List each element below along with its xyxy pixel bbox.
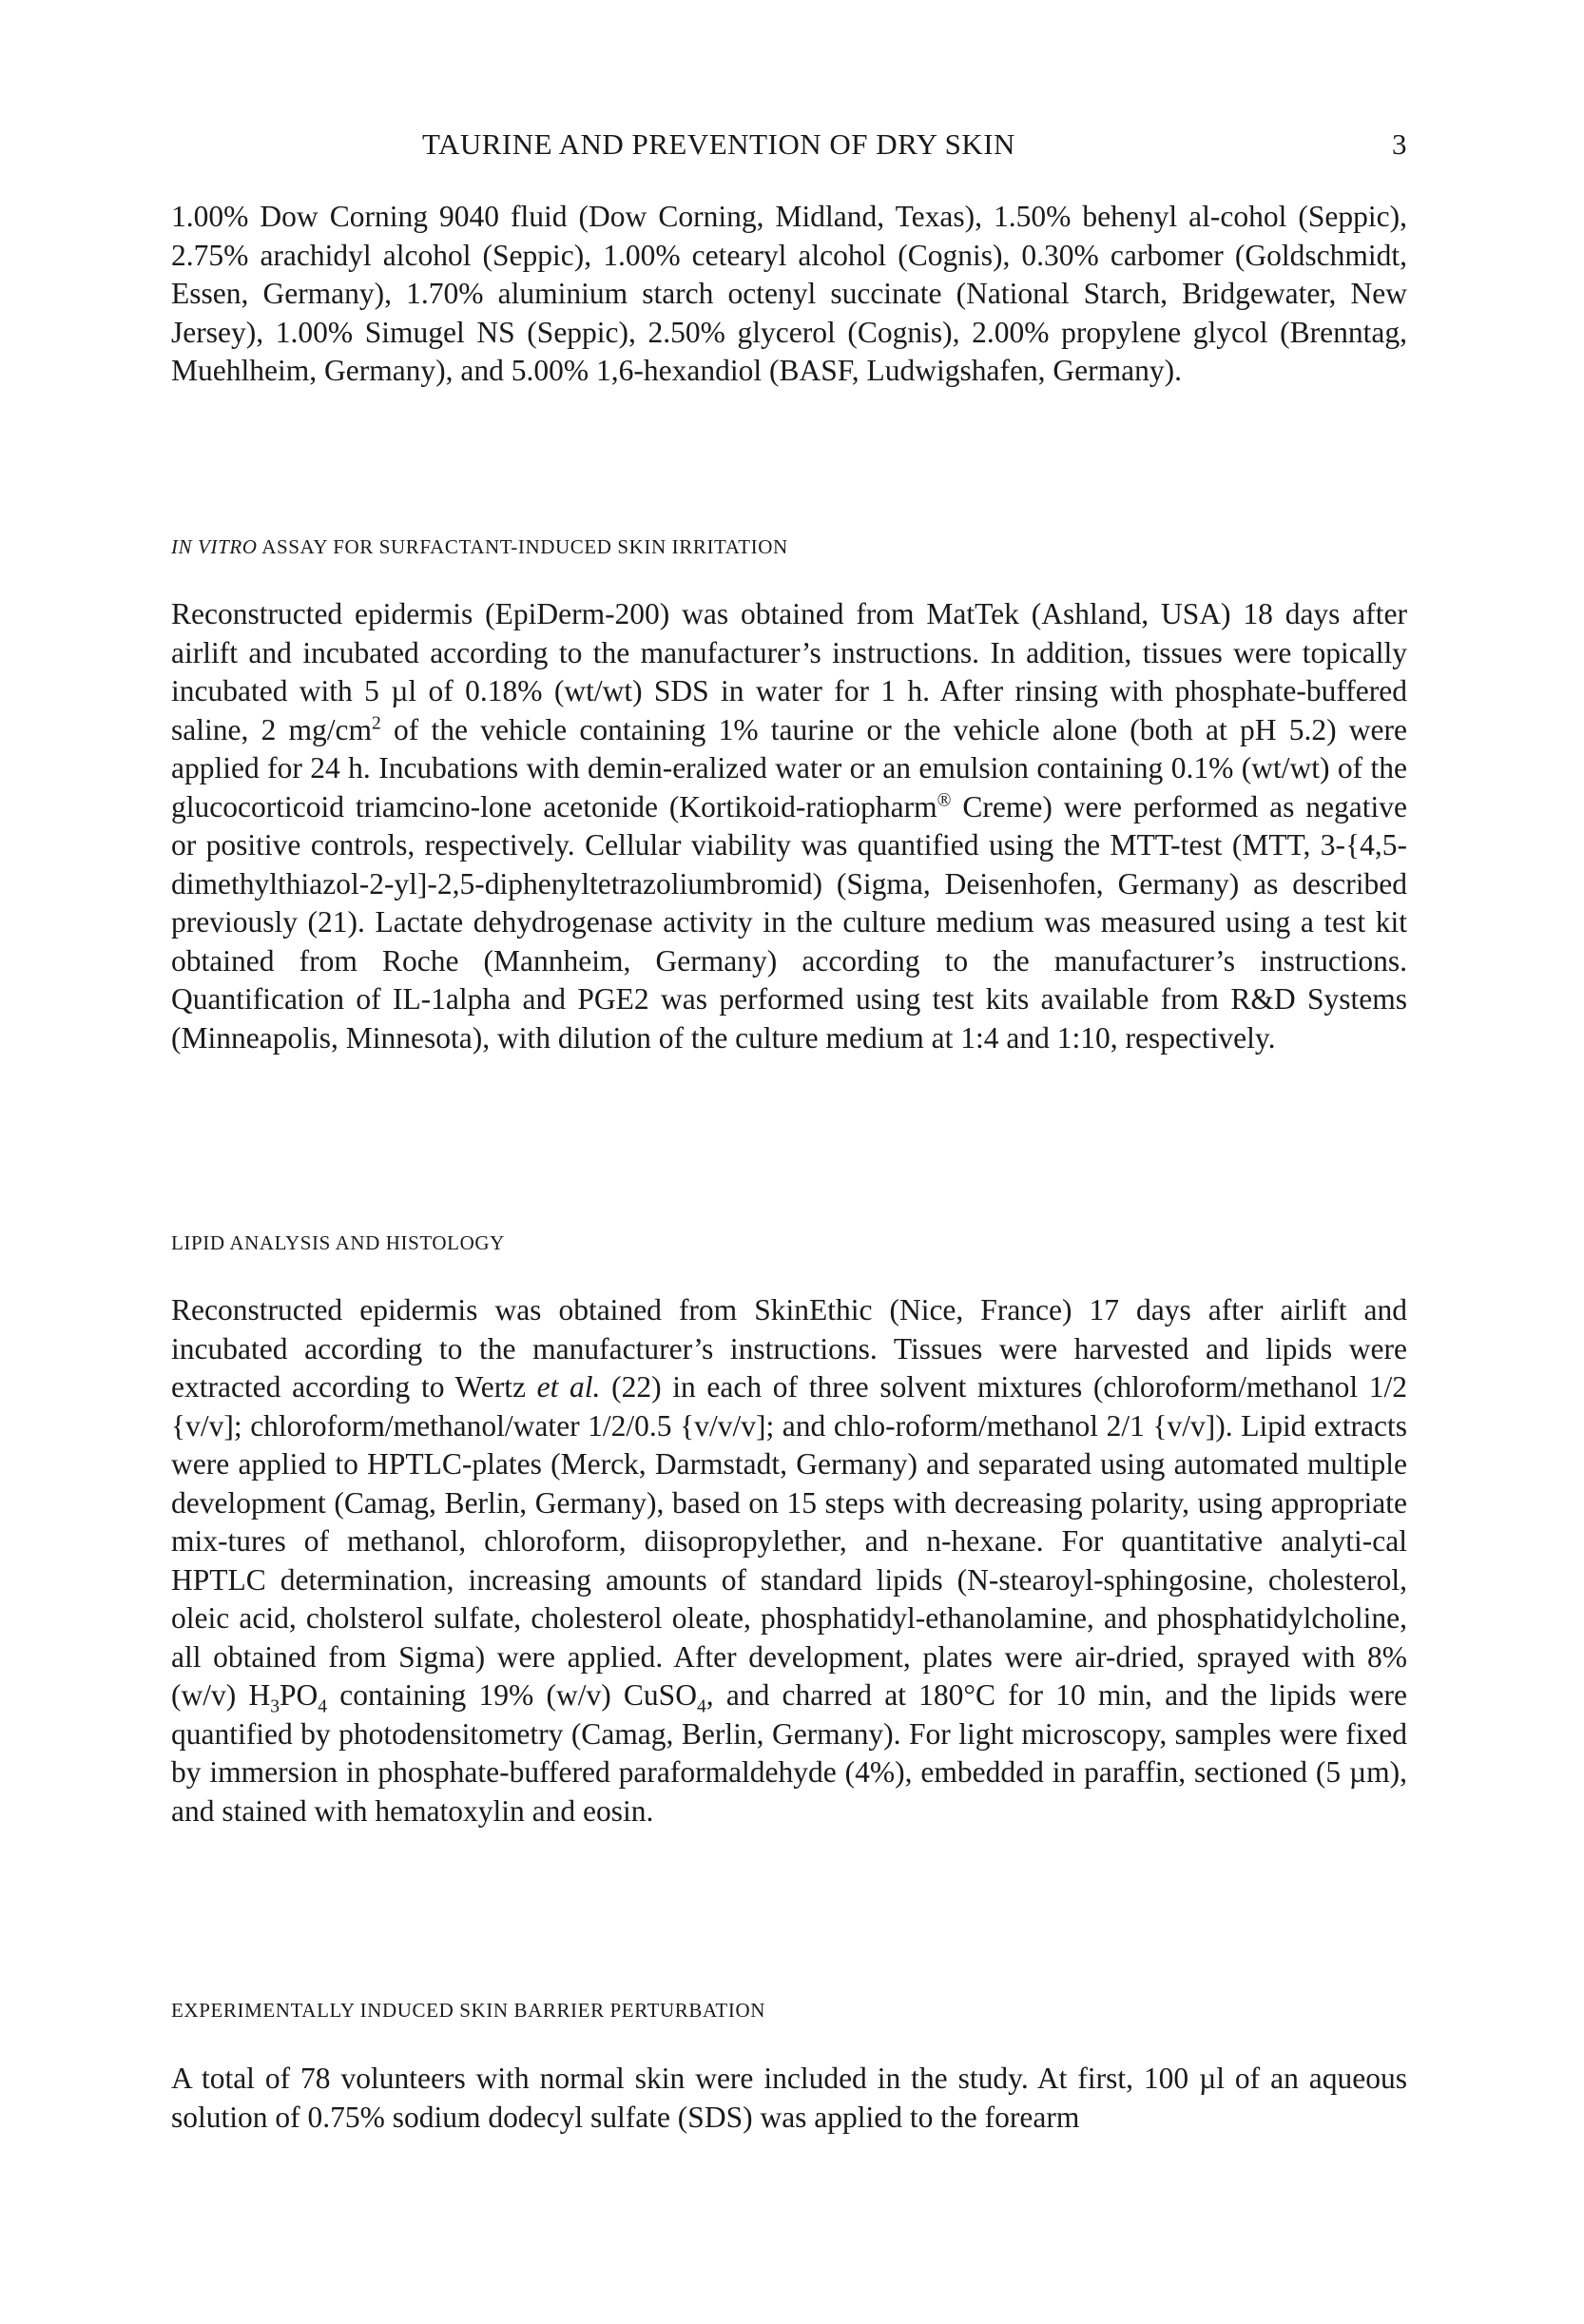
- page-number: 3: [1392, 127, 1407, 161]
- section-heading-lipid-analysis: LIPID ANALYSIS AND HISTOLOGY: [171, 1231, 505, 1254]
- text-run: Reconstructed epidermis (EpiDerm-200) was obtained from MatTek (Ashland, USA) 18 days after airlift and incubated according to the manufacturer’s instructions. In addition, tissues were topically incubated with 5 µl of 0.18% (wt/wt) SDS in water for 1 h. After rinsing with phosphate-buffered saline, 2 mg/cm: [171, 597, 1407, 746]
- text-run: PO: [279, 1678, 319, 1712]
- formulation-paragraph: 1.00% Dow Corning 9040 fluid (Dow Corning, Midland, Texas), 1.50% behenyl al-cohol (Seppic), 2.75% arachidyl alcohol (Seppic), 1.00% cetearyl alcohol (Cognis), 0.30% carbomer (Goldschmidt, Essen, Germany), 1.70% aluminium starch octenyl succinate (National Starch, Bridgewater, New Jersey), 1.00% Simugel NS (Seppic), 2.50% glycerol (Cognis), 2.00% propylene glycol (Brenntag, Muehlheim, Germany), and 5.00% 1,6-hexandiol (BASF, Ludwigshafen, Germany).: [171, 200, 1407, 387]
- lipid-analysis-paragraph: [171, 1291, 1407, 1830]
- running-head: [171, 127, 1407, 165]
- in-vitro-assay-paragraph: [171, 595, 1407, 1057]
- barrier-perturbation-paragraph: A total of 78 volunteers with normal skin were included in the study. At first, 100 µl of an aqueous solution of 0.75% sodium dodecyl sulfate (SDS) was applied to the forearm: [171, 2062, 1407, 2134]
- text-run: , and charred at 180°C for 10 min, and the lipids were quantified by photodensitometry (Camag, Berlin, Germany). For light microscopy, samples were fixed by immersion in phosphate-buffered paraformaldehyde (4%), embedded in paraffin, sectioned (5 µm), and stained with hematoxylin and eosin.: [171, 1678, 1407, 1828]
- subscript: 3: [270, 1696, 280, 1717]
- text-run: of the vehicle containing 1% taurine or the vehicle alone (both at pH 5.2) were applied for 24 h. Incubations with demin-eralized water or an emulsion containing 0.1% (wt/wt) of the glucocorticoid triamcino-lone acetonide (Kortikoid-ratiopharm: [171, 712, 1407, 823]
- registered-mark: ®: [937, 790, 952, 810]
- text-run: Reconstructed epidermis was obtained from SkinEthic (Nice, France) 17 days after airlift and incubated according to the manufacturer’s instructions. Tissues were harvested and lipids were extracted according to Wertz: [171, 1293, 1407, 1404]
- text-run: Creme) were performed as negative or positive controls, respectively. Cellular viability was quantified using the MTT-test (MTT, 3-{4,5-dimethylthiazol-2-yl]-2,5-diphenyltetrazoliumbromid) (Sigma, Deisenhofen, Germany) as described previously (21). Lactate dehydrogenase activity in the culture medium was measured using a test kit obtained from Roche (Mannheim, Germany) according to the manufacturer’s instructions. Quantification of IL-1alpha and PGE2 was performed using test kits available from R&D Systems (Minneapolis, Minnesota), with dilution of the culture medium at 1:4 and 1:10, respectively.: [171, 789, 1407, 1055]
- section-heading-in-vitro-assay: [171, 535, 788, 559]
- heading-italic-part: IN VITRO: [171, 535, 258, 558]
- subscript: 4: [318, 1696, 328, 1717]
- italic-citation: et al.: [536, 1370, 601, 1404]
- section-heading-barrier-perturbation: EXPERIMENTALLY INDUCED SKIN BARRIER PERTURBATION: [171, 1999, 765, 2022]
- superscript: 2: [372, 713, 381, 733]
- text-run: containing 19% (w/v) CuSO: [327, 1678, 697, 1712]
- running-title: TAURINE AND PREVENTION OF DRY SKIN: [422, 127, 1015, 161]
- heading-rest: ASSAY FOR SURFACTANT-INDUCED SKIN IRRITATION: [257, 535, 788, 558]
- text-run: (22) in each of three solvent mixtures (chloroform/methanol 1/2 {v/v]; chloroform/methanol/water 1/2/0.5 {v/v/v]; and chlo-roform/methanol 2/1 {v/v]). Lipid extracts were applied to HPTLC-plates (Merck, Darmstadt, Germany) and separated using automated multiple development (Camag, Berlin, Germany), based on 15 steps with decreasing polarity, using appropriate mix-tures of methanol, chloroform, diisopropylether, and n-hexane. For quantitative analyti-cal HPTLC determination, increasing amounts of standard lipids (N-stearoyl-sphingosine, cholesterol, oleic acid, cholsterol sulfate, cholesterol oleate, phosphatidyl-ethanolamine, and phosphatidylcholine, all obtained from Sigma) were applied. After development, plates were air-dried, sprayed with 8% (w/v) H: [171, 1370, 1407, 1712]
- subscript: 4: [696, 1696, 706, 1717]
